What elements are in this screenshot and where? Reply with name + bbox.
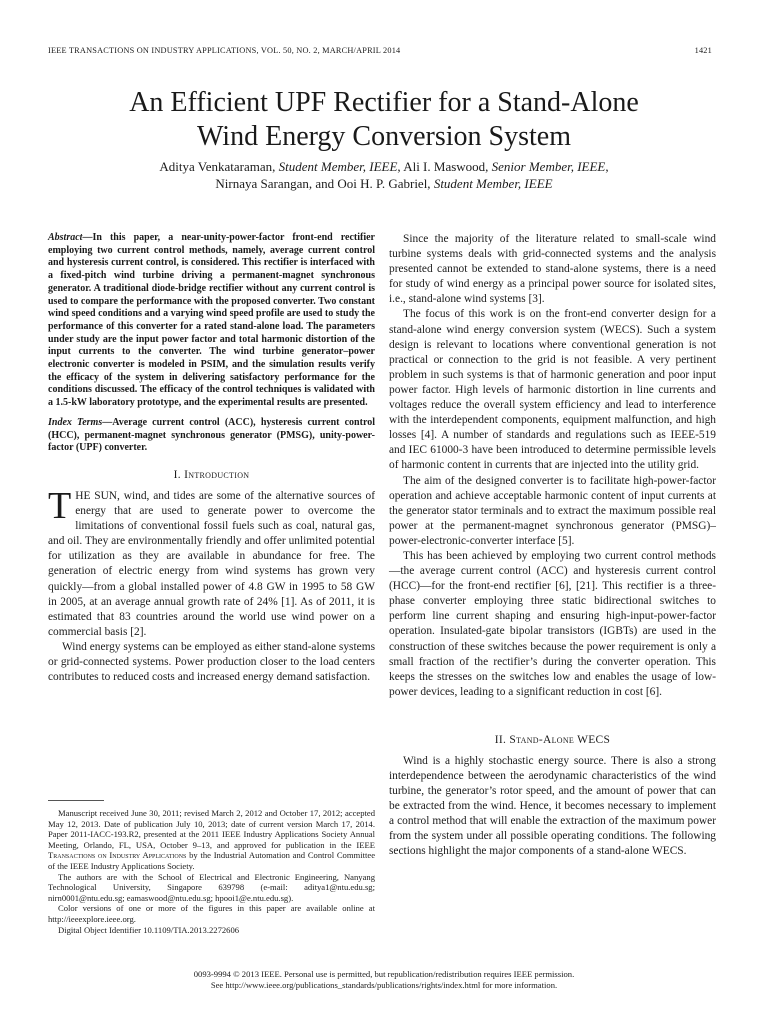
index-terms-text: —Average current control (ACC), hysteresis current control (HCC), permanent-magnet synchronous generator (PMSG), unity-power-factor (UPF) converter. [48, 416, 375, 454]
abstract-text: —In this paper, a near-unity-power-factor front-end rectifier employing two current control methods, namely, average current control and hysteresis current control, is considered. This rectifier is interfaced with a fixed-pitch wind turbine driving a permanent-magnet synchronous generator. A traditional diode-bridge rectifier without any current control is used to compare the performance with the proposed converter. Two constant wind speed conditions and a varying wind speed profile are used to study the performance of this converter for a rated stand-alone load. The parameters under study are the input power factor and total harmonic distortion of the input currents to the converter. The wind turbine generator–power electronic converter is modeled in PSIM, and the simulation results verify the efficacy of the system in delivering satisfactory performance for the conditions discussed. The efficacy of the control techniques is validated with a 1.5-kW laboratory prototype, and the experimental results are presented. [48, 232, 375, 409]
abstract-lead: Abstract [48, 232, 83, 243]
copyright-line-2: See http://www.ieee.org/publications_standards/publications/rights/index.html for more information. [210, 980, 558, 990]
title-line-1: An Efficient UPF Rectifier for a Stand-Alone [129, 87, 639, 118]
copyright-line-1: 0093-9994 © 2013 IEEE. Personal use is permitted, but republication/redistribution requires IEEE permission. [193, 969, 575, 979]
author-name: , Ali I. Maswood, [397, 159, 492, 174]
author-membership: Student Member, IEEE [433, 176, 553, 191]
section-heading-stand-alone-wecs [389, 734, 716, 746]
intro-paragraph-1 [48, 484, 375, 640]
paper-title [40, 86, 728, 154]
author-name: Nirnaya Sarangan, and Ooi H. P. Gabriel, [215, 176, 434, 191]
author-membership: Student Member, IEEE [278, 159, 398, 174]
author-line-2 [40, 175, 728, 192]
index-terms [48, 417, 375, 455]
author-line-1 [40, 158, 728, 175]
running-head [48, 46, 712, 55]
footnote-manuscript-b: by the Industrial Automation and Control Committee of the IEEE Industry Applications Society. [48, 850, 376, 871]
footnote-doi: Digital Object Identifier 10.1109/TIA.2013.2272606 [58, 924, 240, 935]
right-paragraph-3: The aim of the designed converter is to facilitate high-power-factor operation and achieve acceptable harmonic content of input currents at the generator stator terminals and to extract the maximum possible real power at the permanent-magnet synchronous generator (PMSG)–power-electronic-converter interface [5]. [389, 474, 716, 547]
footnote-rule [48, 800, 104, 801]
footnote-color-versions: Color versions of one or more of the figures in this paper are available online at http://ieeexplore.ieee.org. [48, 903, 375, 924]
index-terms-lead: Index Terms [48, 416, 103, 428]
footnotes [48, 808, 375, 935]
page-number: 1421 [694, 46, 712, 55]
drop-cap: T [48, 484, 72, 527]
footnote-affiliation: The authors are with the School of Electrical and Electronic Engineering, Nanyang Technological University, Singapore 639798 (e-mail: aditya1@ntu.edu.sg; nirn0001@ntu.edu.sg; eamaswood@ntu.edu.sg; hpooi1@e.ntu.edu.sg). [48, 871, 375, 903]
copyright-notice [40, 969, 728, 991]
footnote-journal-name: Transactions on Industry Applications [48, 850, 187, 861]
author-separator: , [605, 159, 609, 174]
right-paragraph-1: Since the majority of the literature related to small-scale wind turbine systems deals with grid-connected systems and the analysis presented cannot be extended to stand-alone systems, there is a need for study of wind energy as a principal power source for isolated sites, i.e., stand-alone wind systems [3]. [389, 233, 716, 306]
author-block [40, 158, 728, 192]
section-numeral: I. [173, 468, 185, 481]
author-name: Aditya Venkataraman, [159, 159, 279, 174]
intro-paragraph-1-text: HE SUN, wind, and tides are some of the alternative sources of energy that are used to generate power to overcome the limitations of conventional fossil fuels such as coal, natural gas, and oil. They are environmentally friendly and offer unlimited potential for utilization as they are available in abundance for free. The generation of electric energy from wind systems has grown very quickly—from a global installed power of 4.8 GW in 1995 to 58 GW in 2005, at an average annual growth rate of 24% [1]. As of 2011, it is estimated that 83 countries around the world use wind power on a commercial basis [2]. [48, 489, 375, 638]
footnote-manuscript-a: Manuscript received June 30, 2011; revised March 2, 2012 and October 17, 2012; accepted May 12, 2013. Date of publication July 10, 2013; date of current version March 17, 2014. Paper 2011-IACC-193.R2, presented at the 2011 IEEE Industry Applications Society Annual Meeting, Orlando, FL, USA, October 9–13, and approved for publication in the IEEE [48, 808, 375, 850]
journal-name: IEEE TRANSACTIONS ON INDUSTRY APPLICATIONS, VOL. 50, NO. 2, MARCH/APRIL 2014 [48, 46, 401, 55]
section2-paragraph-1: Wind is a highly stochastic energy source. There is also a strong interdependence between the aerodynamic characteristics of the wind turbine, the generator’s rotor speed, and the amount of power that can be extracted from the wind. Hence, it becomes necessary to implement a control method that will enable the extraction of the maximum power from the system under all possible operating conditions. The following sections highlight the major components of a stand-alone WECS. [389, 754, 716, 858]
abstract [48, 232, 375, 410]
right-paragraph-2: The focus of this work is on the front-end converter design for a stand-alone wind energy conversion system (WECS). Such a system design is relevant to locations where conventional generation is not practical or connection to the grid is not feasible. A very pertinent problem in such systems is that of harmonic generation and poor input power factor. High levels of harmonic distortion in line currents and voltages reduce the overall system efficiency and lead to interference with the interdependent components, equipment malfunction, and high losses [4]. A number of standards and regulations such as IEEE-519 and IEC 61000-3 have been introduced to determine permissible levels of harmonic content in currents that are injected into the utility grid. [389, 308, 716, 472]
section-title: Introduction [184, 468, 250, 481]
right-paragraph-4: This has been achieved by employing two current control methods—the average current control (ACC) and hysteresis current control (HCC)—for the front-end rectifier [6], [21]. This rectifier is a three-phase converter employing three static bidirectional switches to perform line current shaping and ensuring high-input-power-factor operation. Insulated-gate bipolar transistors (IGBTs) are used in the construction of these switches because the power requirement is only a small fraction of the rectifier’s during the converter operation. This keeps the stresses on the switches low and enables the usage of low-power devices, leading to a significant reduction in cost [6]. [389, 549, 716, 698]
section-heading-introduction [48, 469, 375, 481]
intro-paragraph-2: Wind energy systems can be employed as either stand-alone systems or grid-connected systems. Power production closer to the load centers contributes to reduced costs and increased energy demand satisfaction. [48, 640, 375, 684]
author-membership: Senior Member, IEEE [491, 159, 606, 174]
right-column [389, 232, 716, 860]
title-line-2: Wind Energy Conversion System [197, 121, 571, 152]
footnote-manuscript [48, 808, 375, 872]
section-numeral: II. [494, 733, 510, 746]
left-column [48, 232, 375, 685]
section-title: Stand-Alone WECS [509, 733, 611, 746]
